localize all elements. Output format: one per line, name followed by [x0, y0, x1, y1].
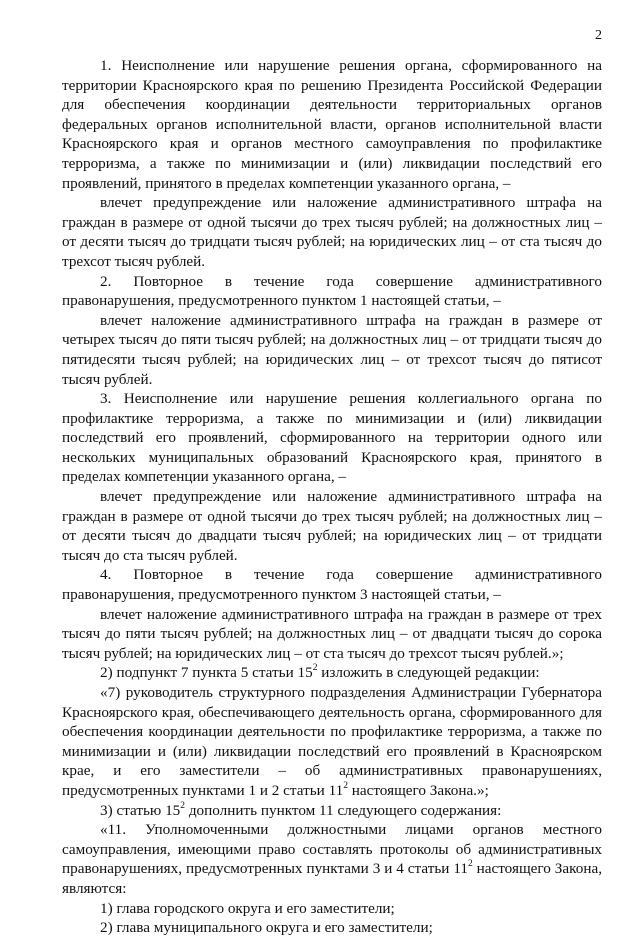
superscript: 2 — [467, 859, 473, 870]
superscript: 2 — [312, 663, 318, 674]
paragraph-4: 4. Повторное в течение года совершение административного правонарушения, предусмотренного пунктом 3 настоящей статьи, – — [62, 566, 602, 604]
document-body — [62, 56, 602, 938]
item-11-text-start: «11. Уполномоченными должностными лицами органов местного самоуправления, имеющими право составлять протоколы об административных правонарушениях, предусмотренных пунктами 3 и 4 статьи 11 — [62, 821, 602, 878]
page-number: 2 — [595, 28, 602, 43]
amendment-2-text-start: 2) подпункт 7 пункта 5 статьи 15 — [100, 664, 313, 682]
amendment-3-text-end: дополнить пунктом 11 следующего содержания: — [185, 801, 502, 819]
amendment-3-text-start: 3) статью 15 — [100, 801, 181, 819]
amendment-3 — [62, 801, 602, 821]
paragraph-1: 1. Неисполнение или нарушение решения органа, сформированного на территории Красноярского края по решению Президента Российской Федерации для обеспечения координации деятельности территориальных органов федеральных органов исполнительной власти, органов исполнительной власти Красноярского края и органов местного самоуправления по профилактике терроризма, а также по минимизации и (или) ликвидации последствий его проявлений, принятого в пределах компетенции указанного органа, – — [62, 57, 602, 192]
item-11-text-end: настоящего Закона, являются: — [62, 860, 602, 897]
paragraph-penalty-1: влечет предупреждение или наложение административного штрафа на граждан в размере от одной тысячи до трех тысяч рублей; на должностных лиц – от десяти тысяч до тридцати тысяч рублей; на юридических лиц – от ста тысяч до трехсот тысяч рублей. — [62, 194, 602, 270]
list-item-2: 2) глава муниципального округа и его заместители; — [100, 919, 433, 937]
list-item-1: 1) глава городского округа и его заместители; — [100, 899, 395, 917]
amendment-2 — [62, 663, 602, 683]
subitem-7-text-start: «7) руководитель структурного подразделения Администрации Губернатора Красноярского края, обеспечивающего деятельность органа, сформированного для обеспечения координации деятельности по профилактике терроризма, а также по минимизации и (или) ликвидации последствий его проявлений в Красноярском крае, и его заместители – об административных правонарушениях, предусмотренных пунктами 1 и 2 статьи 11 — [62, 684, 602, 799]
subitem-7-text-end: настоящего Закона.»; — [347, 781, 489, 799]
subitem-7 — [62, 683, 602, 801]
paragraph-3: 3. Неисполнение или нарушение решения коллегиального органа по профилактике терроризма, а также по минимизации и (или) ликвидации последствий его проявлений, сформированного на территории одного или нескольких муниципальных образований Красноярского края, принятого в пределах компетенции указанного органа, – — [62, 390, 602, 486]
superscript: 2 — [343, 780, 348, 791]
item-11 — [62, 820, 602, 898]
paragraph-2: 2. Повторное в течение года совершение административного правонарушения, предусмотренного пунктом 1 настоящей статьи, – — [62, 272, 602, 310]
paragraph-penalty-2: влечет наложение административного штрафа на граждан в размере от четырех тысяч до пяти тысяч рублей; на должностных лиц – от тридцати тысяч до пятидесяти тысяч рублей; на юридических лиц – от трехсот тысяч до пятисот тысяч рублей. — [62, 311, 602, 388]
superscript: 2 — [180, 800, 186, 811]
paragraph-penalty-3: влечет предупреждение или наложение административного штрафа на граждан в размере от одной тысячи до трех тысяч рублей; на должностных лиц – от десяти тысяч до двадцати тысяч рублей; на юридических лиц – от тридцати тысяч до ста тысяч рублей. — [62, 488, 602, 564]
amendment-2-text-end: изложить в следующей редакции: — [317, 664, 540, 682]
paragraph-penalty-4: влечет наложение административного штрафа на граждан в размере от трех тысяч до пяти тысяч рублей; на должностных лиц – от двадцати тысяч до сорока тысяч рублей; на юридических лиц – от ста тысяч до трехсот тысяч рублей.»; — [62, 605, 602, 662]
